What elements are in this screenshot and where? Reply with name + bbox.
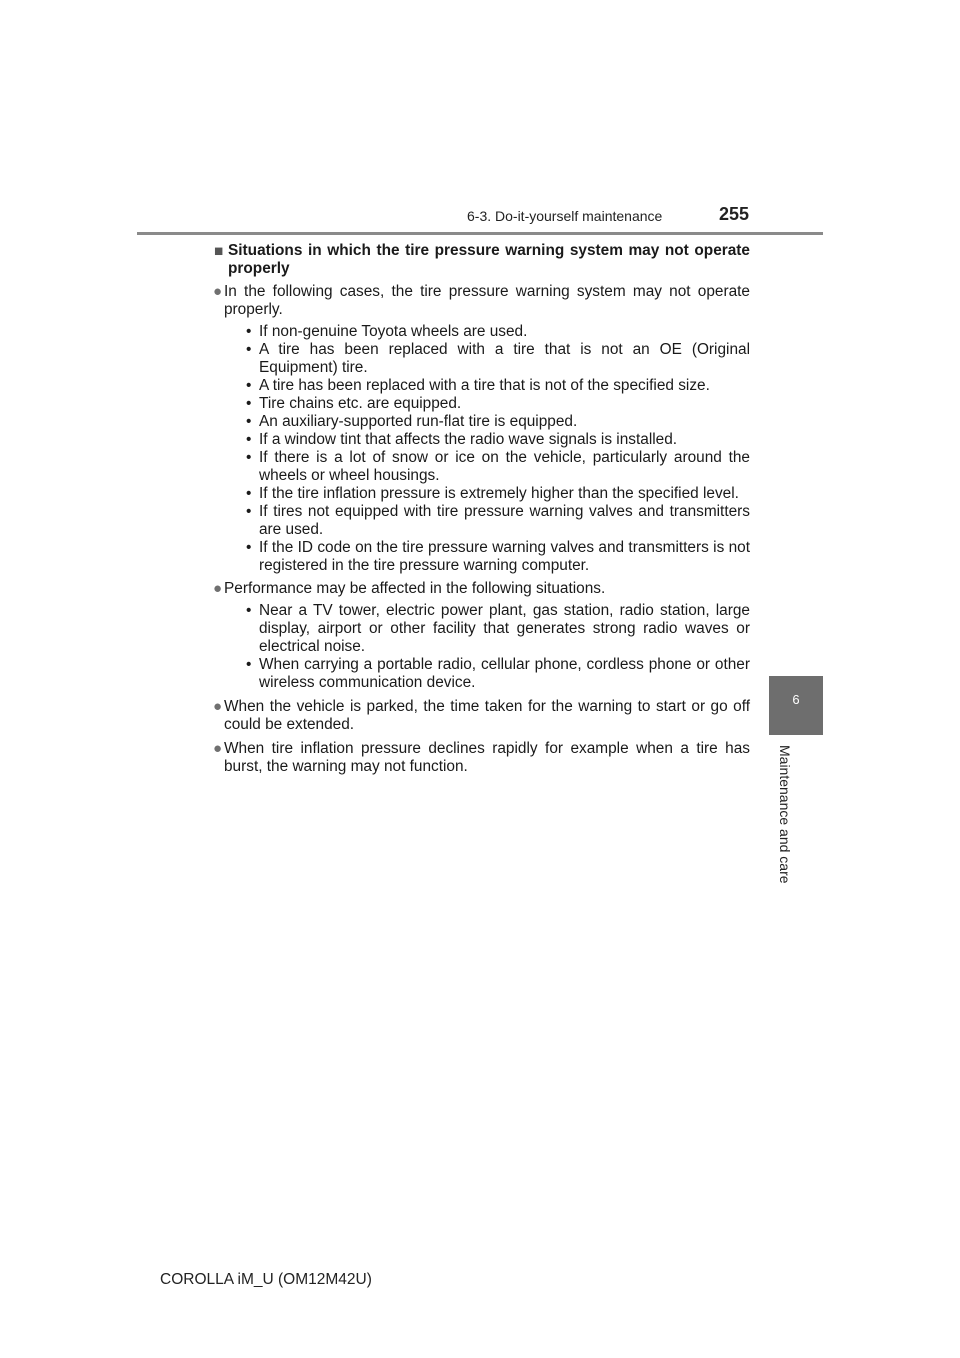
sub-list: [224, 602, 750, 692]
bullet-point-3: [214, 698, 750, 734]
section-heading: [214, 242, 750, 278]
chapter-title: Maintenance and care: [777, 745, 793, 884]
footer-model: COROLLA iM_U (OM12M42U): [160, 1271, 372, 1288]
bullet-text: In the following cases, the tire pressure warning system may not operate properly.: [224, 283, 750, 318]
circle-bullet-icon: ●: [213, 740, 223, 757]
list-item: • When carrying a portable radio, cellular phone, cordless phone or other wireless communication device.: [246, 656, 750, 691]
list-item: • If there is a lot of snow or ice on the vehicle, particularly around the wheels or wheel housings.: [246, 449, 750, 484]
bullet-point-4: [214, 740, 750, 776]
square-bullet-icon: ■: [214, 243, 224, 260]
header-divider: [137, 232, 823, 235]
list-item: • Near a TV tower, electric power plant, gas station, radio station, large display, airport or other facility that generates strong radio waves or electrical noise.: [246, 602, 750, 655]
list-item: • An auxiliary-supported run-flat tire is equipped.: [246, 413, 578, 430]
bullet-point-1: [214, 283, 750, 575]
bullet-text: Performance may be affected in the following situations.: [224, 580, 606, 597]
list-item: • If non-genuine Toyota wheels are used.: [246, 323, 528, 340]
circle-bullet-icon: ●: [213, 580, 223, 597]
sub-list: [224, 323, 750, 575]
chapter-tab: [769, 676, 823, 735]
list-item: • If the tire inflation pressure is extremely higher than the specified level.: [246, 485, 739, 502]
list-item: • If a window tint that affects the radio wave signals is installed.: [246, 431, 678, 448]
circle-bullet-icon: ●: [213, 283, 223, 300]
list-item: • If the ID code on the tire pressure warning valves and transmitters is not registered in the tire pressure warning computer.: [246, 539, 750, 574]
bullet-text: When tire inflation pressure declines rapidly for example when a tire has burst, the warning may not function.: [224, 740, 750, 775]
heading-text: Situations in which the tire pressure warning system may not operate properly: [228, 242, 750, 277]
list-item: • Tire chains etc. are equipped.: [246, 395, 462, 412]
section-title: 6-3. Do-it-yourself maintenance: [467, 208, 663, 224]
circle-bullet-icon: ●: [213, 698, 223, 715]
list-item: • A tire has been replaced with a tire that is not of the specified size.: [246, 377, 710, 394]
page-number: 255: [719, 204, 750, 224]
page-content: [214, 242, 750, 776]
list-item: • If tires not equipped with tire pressure warning valves and transmitters are used.: [246, 503, 750, 538]
bullet-text: When the vehicle is parked, the time taken for the warning to start or go off could be extended.: [224, 698, 750, 733]
bullet-point-2: [214, 580, 750, 692]
chapter-number: 6: [792, 692, 800, 707]
list-item: • A tire has been replaced with a tire that is not an OE (Original Equipment) tire.: [246, 341, 750, 376]
